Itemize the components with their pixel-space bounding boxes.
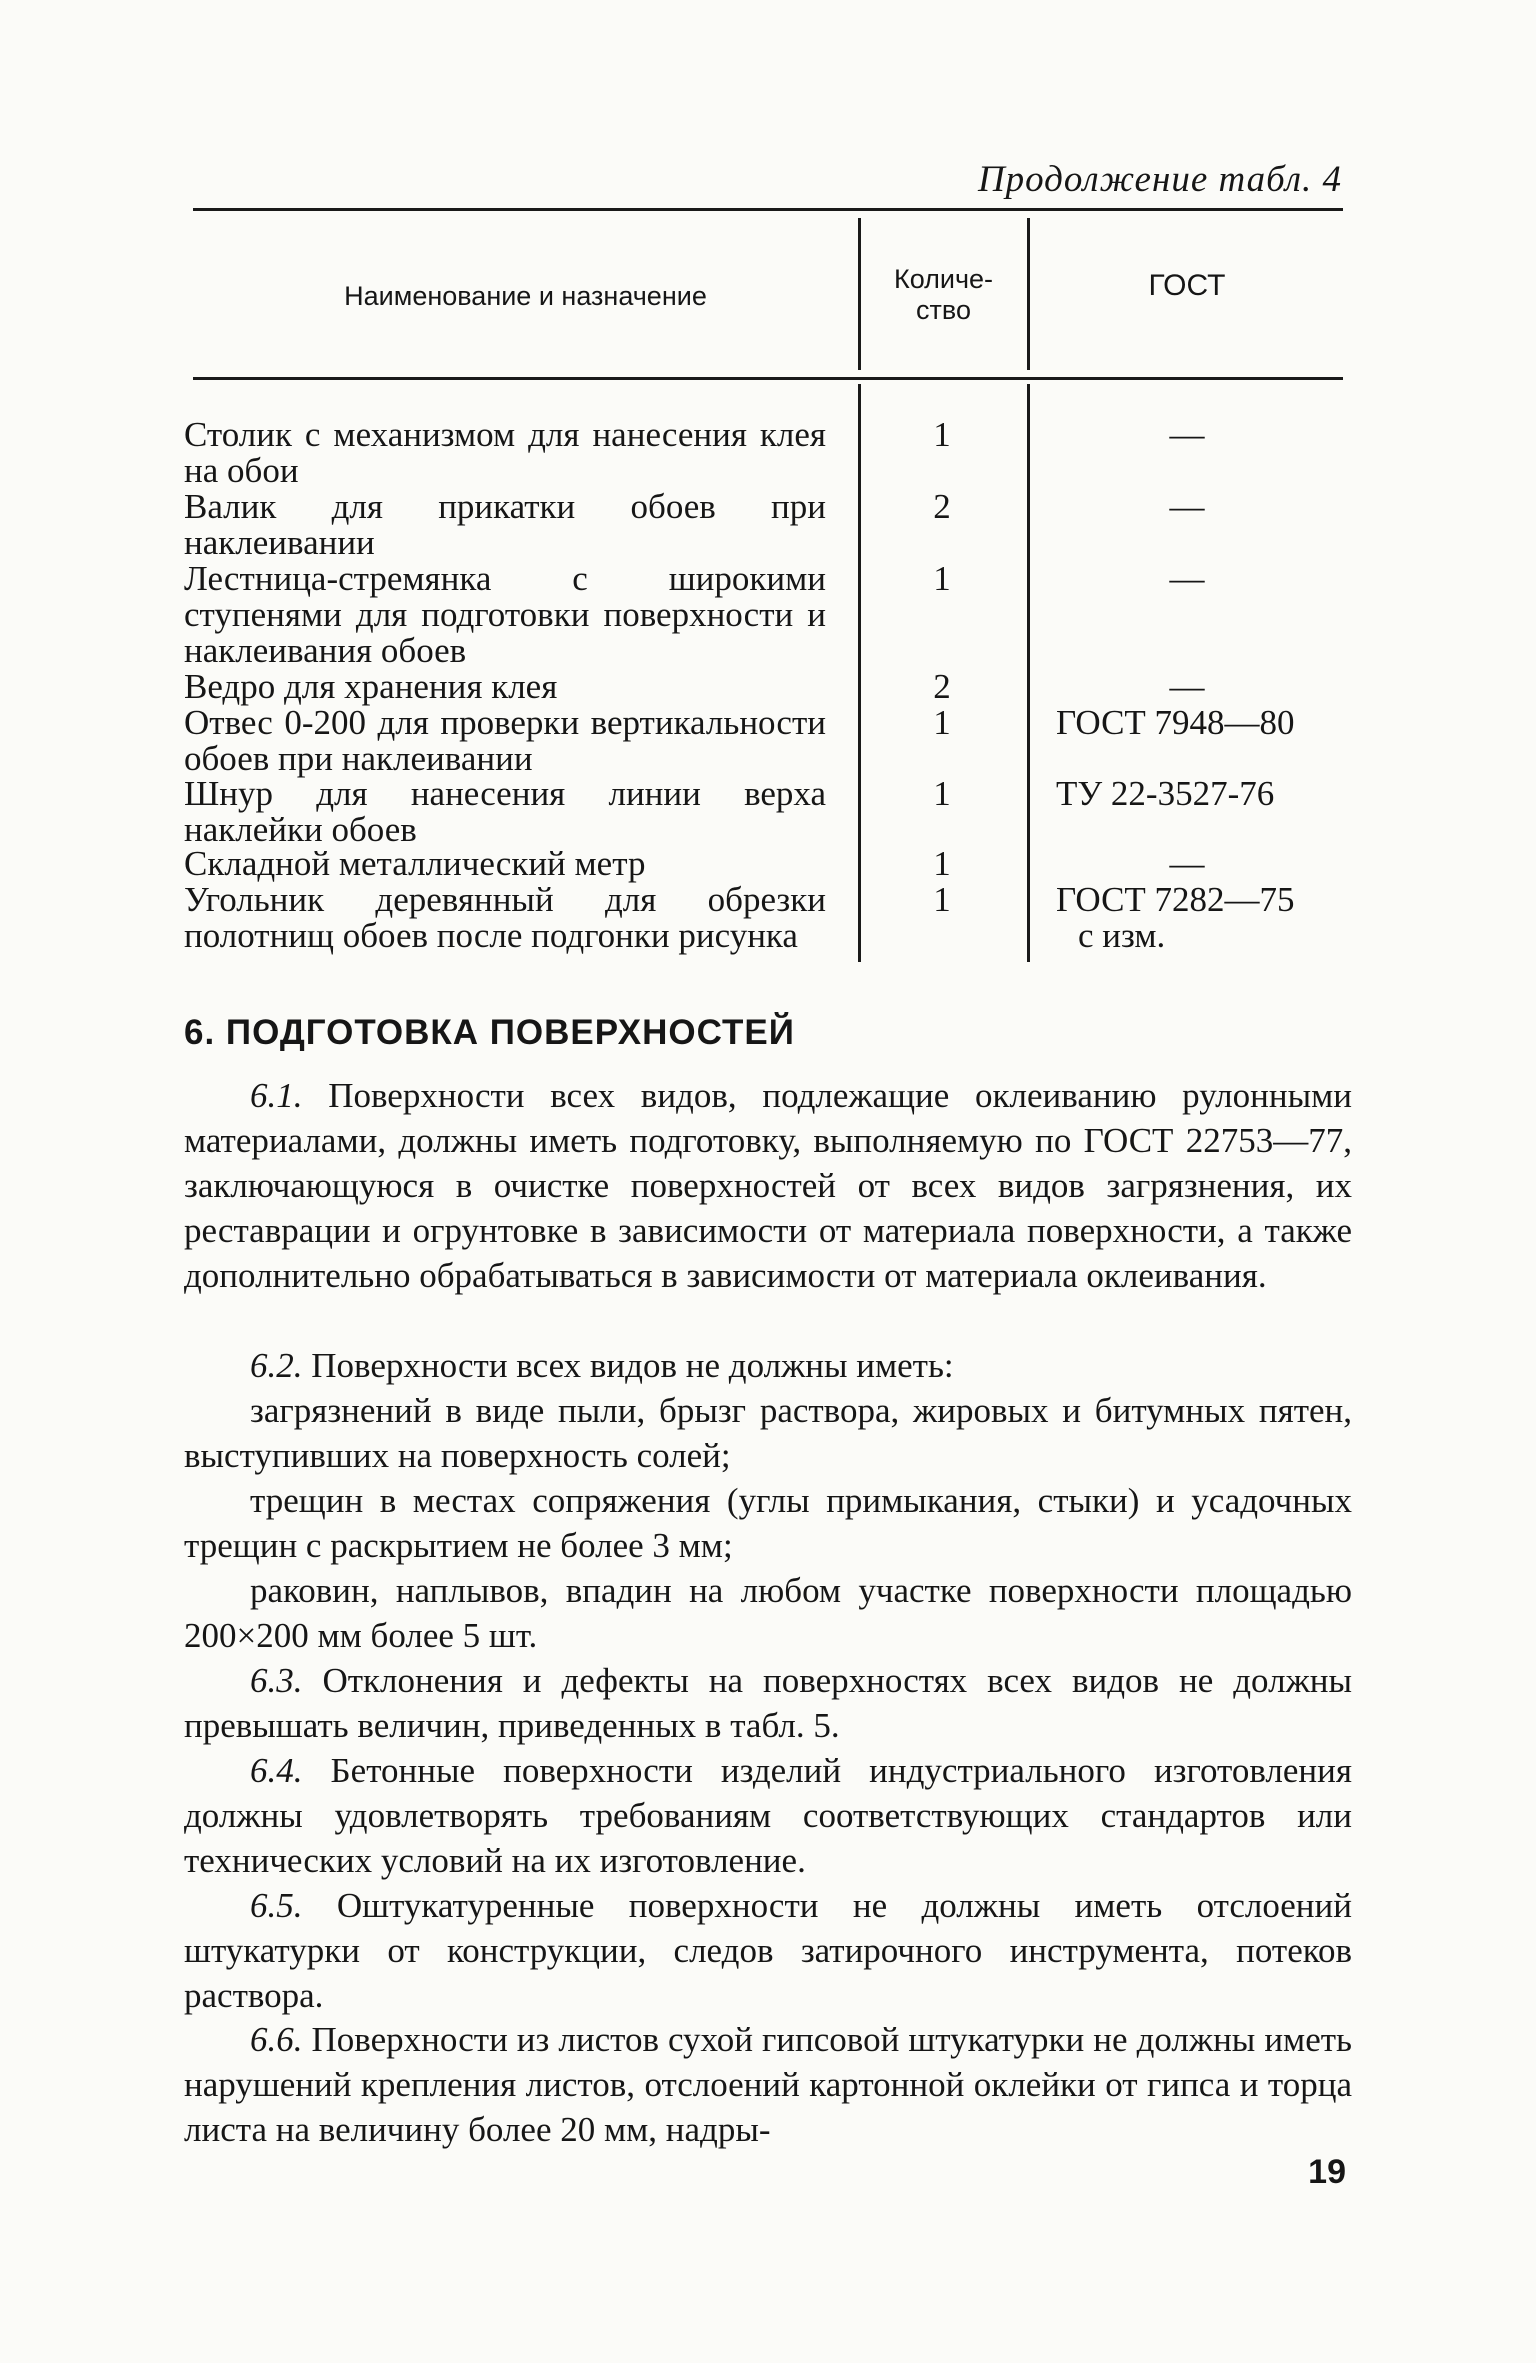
row-quantity: 1 — [933, 703, 951, 742]
paragraph-number: 6.5. — [250, 1886, 303, 1925]
row-name: Складной металлический метр — [184, 844, 646, 883]
table-column-divider — [1027, 384, 1030, 962]
row-quantity: 1 — [933, 415, 951, 454]
row-quantity: 1 — [933, 880, 951, 919]
row-name: Отвес 0-200 для проверки вертикальности обоев при наклеивании — [184, 703, 826, 778]
row-name: Ведро для хранения клея — [184, 667, 558, 706]
paragraph-text: Поверхности всех видов не должны иметь: — [302, 1346, 954, 1385]
row-gost: — — [1169, 844, 1205, 883]
paragraph-text: Отклонения и дефекты на поверхностях всех видов не должны превышать величин, приведенных в табл. 5. — [184, 1661, 1352, 1745]
row-gost: — — [1169, 415, 1205, 454]
row-name: Угольник деревянный для обрезки полотнищ обоев после подгонки рисунка — [184, 880, 826, 955]
paragraph-text: Поверхности всех видов, подлежащие оклеиванию рулонными материалами, должны иметь подготовку, выполняемую по ГОСТ 22753—77, заключающуюся в очистке поверхностей от всех видов загрязнения, их реставрации и огрунтовке в зависимости от материала поверхности, а также дополнительно обрабатываться в зависимости от материала оклеивания. — [184, 1076, 1352, 1295]
paragraph-text: загрязнений в виде пыли, брызг раствора, жировых и битумных пятен, выступивших на поверхность солей; — [184, 1391, 1352, 1475]
row-gost: — — [1169, 559, 1205, 598]
paragraph-number: 6.6. — [250, 2020, 303, 2059]
table-header-rule — [193, 377, 1343, 380]
paragraph — [184, 1073, 1352, 1298]
row-gost — [1056, 882, 1346, 954]
header-quantity-line2: ство — [916, 295, 971, 325]
page-number: 19 — [1308, 2153, 1346, 2191]
table-column-divider — [858, 384, 861, 962]
paragraph-number: 6.4. — [250, 1751, 303, 1790]
paragraph — [184, 1568, 1352, 1658]
row-gost: ГОСТ 7948—80 — [1056, 703, 1295, 742]
row-quantity: 1 — [933, 774, 951, 813]
paragraph — [184, 1748, 1352, 1883]
row-quantity: 2 — [933, 487, 951, 526]
paragraph-text: трещин в местах сопряжения (углы примыкания, стыки) и усадочных трещин с раскрытием не более 3 мм; — [184, 1481, 1352, 1565]
paragraph — [184, 2017, 1352, 2152]
paragraph-text: Поверхности из листов сухой гипсовой штукатурки не должны иметь нарушений крепления листов, отслоений картонной оклейки от гипса и торца листа на величину более 20 мм, надры- — [184, 2020, 1352, 2149]
table-column-divider — [858, 218, 861, 370]
row-gost: — — [1169, 487, 1205, 526]
paragraph — [184, 1388, 1352, 1478]
paragraph-text: Бетонные поверхности изделий индустриального изготовления должны удовлетворять требованиям соответствующих стандартов или технических условий на их изготовление. — [184, 1751, 1352, 1880]
table-column-divider — [1027, 218, 1030, 370]
row-name: Шнур для нанесения линии верха наклейки обоев — [184, 774, 826, 849]
row-gost-line2: с изм. — [1078, 916, 1166, 955]
header-gost: ГОСТ — [1148, 269, 1226, 302]
paragraph — [184, 1478, 1352, 1568]
paragraph-number: 6.3. — [250, 1661, 303, 1700]
header-quantity-line1: Количе- — [893, 264, 994, 294]
section-title: 6. ПОДГОТОВКА ПОВЕРХНОСТЕЙ — [184, 1013, 795, 1052]
table-continuation-label: Продолжение табл. 4 — [977, 159, 1342, 200]
row-gost: ТУ 22-3527-76 — [1056, 774, 1275, 813]
table-top-rule — [193, 208, 1343, 211]
row-name: Столик с механизмом для нанесения клея на обои — [184, 415, 826, 490]
paragraph — [184, 1658, 1352, 1748]
paragraph-number: 6.2. — [250, 1346, 303, 1385]
header-name: Наименование и назначение — [344, 281, 707, 311]
row-quantity: 2 — [933, 667, 951, 706]
paragraph-number: 6.1. — [250, 1076, 303, 1115]
row-name: Лестница-стремянка с широкими ступенями для подготовки поверхности и наклеивания обоев — [184, 559, 826, 670]
row-quantity: 1 — [933, 559, 951, 598]
row-gost: — — [1169, 667, 1205, 706]
paragraph-text: раковин, наплывов, впадин на любом участке поверхности площадью 200×200 мм более 5 шт. — [184, 1571, 1352, 1655]
paragraph — [184, 1343, 1352, 1388]
row-name: Валик для прикатки обоев при наклеивании — [184, 487, 826, 562]
header-quantity — [862, 264, 1025, 326]
row-gost-line1: ГОСТ 7282—75 — [1056, 880, 1295, 919]
paragraph — [184, 1883, 1352, 2018]
row-quantity: 1 — [933, 844, 951, 883]
paragraph-text: Оштукатуренные поверхности не должны иметь отслоений штукатурки от конструкции, следов затирочного инструмента, потеков раствора. — [184, 1886, 1352, 2015]
